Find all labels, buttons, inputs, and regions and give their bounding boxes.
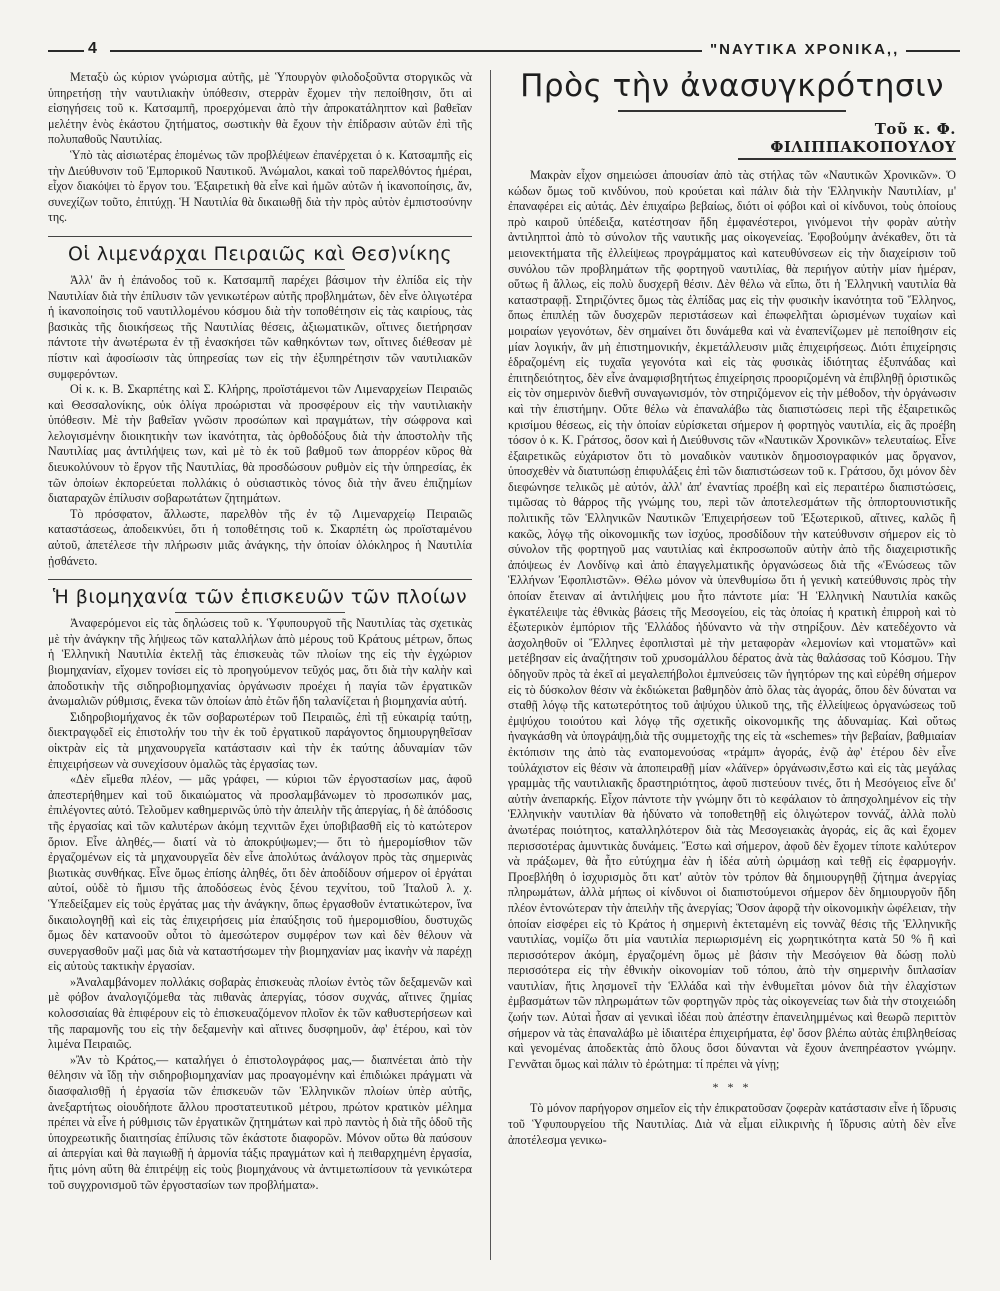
page-number: 4 bbox=[88, 40, 97, 57]
header-rule-left bbox=[48, 50, 84, 52]
section-1-paragraph: Οἱ κ. κ. Β. Σκαρπέτης καὶ Σ. Κλήρης, προϊστάμενοι τῶν Λιμεναρχείων Πειραιῶς καὶ Θεσσαλονίκης, οὐκ ὀλίγα προώρισται νὰ προσφέρουν εἰς τὴν ναυτιλιακὴν ὑπόθεσιν. Μὲ τὴν βαθεῖαν γνῶσιν προσώπων καὶ πραγμάτων, τὴν σώφρονα καὶ λελογισμένην διοικητικὴν των ἱκανότητα, τὰς ὀρθοδόξους διὰ τὴν ἀποστολὴν τῆς Ναυτιλίας μας ἀντιλήψεις των, καὶ μὲ τὸ ἐκ τοῦ βαθμοῦ των ἀπορρέον κῦρος θὰ διευκολύνουν τὸ ἔργον τῆς Ναυτιλίας, θὰ προσδώσουν ρυθμὸν εἰς τὴν ὑπηρεσίας, ἐκ τῶν ὁποίων ἐκπορεύεται πολλάκις ὁ οὐσιαστικὸς τόνος διὰ τὴν ἄνευ ἐπιζημίων διαταραχῶν ἐπίλυσιν σοβαρωτάτων ζητημάτων. bbox=[48, 382, 472, 506]
page-header bbox=[48, 40, 960, 62]
intro-paragraph: Ὑπὸ τὰς αἰσιωτέρας ἑπομένως τῶν προβλέψεων ἐπανέρχεται ὁ κ. Κατσαμπῆς εἰς τὴν Διεύθυνσιν τοῦ Ἐμπορικοῦ Ναυτικοῦ. Ἀνώμαλοι, κακαὶ τοῦ παρελθόντος ἡμέραι, εἶχον διακόψει τὸ ἔργον του. Ἐξαιρετικὴ θὰ εἶνε καὶ ἡμῶν αὐτῶν ἡ ἱκανοποίησις, ἄν, συνεχίζων τοῦτο, ἐπιτύχῃ. Ἡ Ναυτιλία θὰ δικαιωθῇ διὰ τὴν πρὸς αὐτὸν ἐμπιστοσύνην της. bbox=[48, 147, 472, 225]
intro-paragraph: Μεταξὺ ὡς κύριον γνώρισμα αὐτῆς, μὲ Ὑπουργὸν φιλοδοξοῦντα στοργικῶς νὰ ὑπηρετήσῃ τὴν ναυτιλιακὴν ὑπόθεσιν, στερρὰν ἔχομεν τὴν πεποίθησιν, ὅτι αἱ εἰσηγήσεις τοῦ κ. Κατσαμπῆ, προερχόμεναι ἀπὸ τὴν ἀπροκατάληπτον καὶ βαθεῖαν μελέτην ἑνὸς ἑκάστου ζητήματος, σωστικὴν θὰ ἔχουν τὴν ἐπίδρασιν αὐτῶν ἐπὶ τῆς πολυπαθοῦς Ναυτιλίας. bbox=[48, 70, 472, 147]
section-1-paragraph: Ἀλλ' ἂν ἡ ἐπάνοδος τοῦ κ. Κατσαμπῆ παρέχει βάσιμον τὴν ἐλπίδα εἰς τὴν Ναυτιλίαν διὰ τὴν ἐπίλυσιν τῶν γενικωτέρων αὐτῆς προβλημάτων, δὲν εἶνε ὀλιγωτέρα ἡ ἱκανοποίησις τοῦ ναυτιλλομένου κόσμου διὰ τὴν τοποθέτησιν εἰς τὰς καιρίους, τὰς βασικὰς τῆς διοικήσεως τῆς Ναυτιλίας θέσεις, ἀξιωματικῶν, οἵτινες διετήρησαν πάντοτε τὴν ἀνωτέρωτα ἐν τῇ ἐνασκήσει τῶν καθηκόντων των, οἵτινες διέθεσαν μὲ πίστιν καὶ ἀφοσίωσιν τὰς ὑπηρεσίας των εἰς τὴν ἐξυπηρέτησιν τῶν ναυτιλιακῶν συμφερόντων. bbox=[48, 272, 472, 381]
section-2-paragraph: Σιδηροβιομήχανος ἐκ τῶν σοβαρωτέρων τοῦ Πειραιῶς, ἐπὶ τῇ εὐκαιρίᾳ ταύτῃ, διεκτραγῳδεῖ εἰς ἐπιστολήν του τὴν ἐκ τοῦ ἐργατικοῦ παράγοντος δημιουργηθεῖσαν οἰκτρὰν εἰς τὰ μηχανουργεῖα κατάστασιν καὶ τὴν ἐκ ταύτης ἀδυναμίαν τῶν ἐπιχειρήσεων νὰ συνεχίσουν ὁμαλῶς τὰς ἐργασίας των. bbox=[48, 709, 472, 771]
header-rule-middle bbox=[110, 50, 702, 52]
section-1-paragraph: Τὸ πρόσφατον, ἄλλωστε, παρελθὸν τῆς ἐν τῷ Λιμεναρχείῳ Πειραιῶς καταστάσεως, ἀποδεικνύει, ὅτι ἡ τοποθέτησις τοῦ κ. Σκαρπέτη ὡς προϊσταμένου αὐτοῦ, ἀπετέλεσε τὴν πλήρωσιν μιᾶς ἀνάγκης, τὴν ὁποίαν ὁλόκληρος ἡ Ναυτιλία ᾐσθάνετο. bbox=[48, 506, 472, 568]
right-column bbox=[508, 68, 956, 1148]
article-title: Πρὸς τὴν ἀνασυγκρότησιν bbox=[520, 68, 944, 104]
section-2-paragraph: »Ἂν τὸ Κράτος,— καταλήγει ὁ ἐπιστολογράφος μας,— διαπνέεται ἀπὸ τὴν θέλησιν νὰ ἴδῃ τὴν σιδηροβιομηχανίαν μας προαγομένην καὶ ἐπιδιώκει πράγματι νὰ διασφαλισθῇ ἡ ἐργασία τῶν ἐπισκευῶν τῶν Ἑλληνικῶν πλοίων ὑπὲρ αὐτῆς, ἀνεξαρτήτως οἱουδήποτε ἄλλου προστατευτικοῦ μέτρου, πρώτον κρατικὸν μέλημα πρέπει νὰ εἶνε ἡ ρύθμισις τῶν ἐργατικῶν ζητημάτων καὶ πρὸ παντὸς ἡ διὰ τῆς ὁδοῦ τῆς ὑποχρεωτικῆς διαιτησίας ἐπίλυσις τῶν ἑκάστοτε διαφορῶν. Μόνον οὕτω θὰ παύσουν αἱ ἀπεργίαι καὶ θὰ παγιωθῇ ἡ ἀρμονία τάξις πραγμάτων καὶ ἡ πειθαρχημένη ἐργασία, ἥτις μόνη αὕτη θὰ ἐπιτρέψῃ εἰς τοὺς βιομηχάνους νὰ ἀντιμετωπίσουν τὰ γενικώτερα τοῦ συγχρονισμοῦ τῶν ἐργοστασίων των προβλήματα». bbox=[48, 1052, 472, 1192]
article-paragraph: Μακρὰν εἶχον σημειώσει ἀπουσίαν ἀπὸ τὰς στήλας τῶν «Ναυτικῶν Χρονικῶν». Ὁ κώδων ὅμως τοῦ κινδύνου, ποὺ κρούεται καὶ πάλιν διὰ τὴν Ἑλληνικὴν Ναυτιλίαν, μ' ἐπαναφέρει εἰς αὐτάς. Δὲν ἐπιχαίρω βεβαίως, διότι οἱ φόβοι καὶ οἱ κίνδυνοι, τοὺς ὁποίους πρὸ καιροῦ ὑπέδειξα, κατέστησαν ἤδη ἐμφανέστεροι, γινόμενοι τὴν φορὰν αὐτὴν ἀντιληπτοὶ ἀπὸ τὸ σύνολον τῆς ναυτικῆς μας οἰκογενείας. Ἐφοβούμην ἀνέκαθεν, ὅτι τὰ μειονεκτήματα τῆς ἐλλείψεως προγράμματος καὶ κατευθύνσεων εἰς τὴν διαχείρισιν τοῦ συνόλου τῶν προβλημάτων τῆς φορτηγοῦ ναυτιλίας, θὰ περιήγον αὐτὴν μίαν ἡμέραν, οὕτως ἢ ἄλλως, εἰς πολὺ δυσχερῆ θέσιν. Δὲν θέλω νὰ εἴπω, ὅτι ἡ Ἑλληνικὴ ναυτιλία θὰ καταστραφῇ. Στηριζόντες ὅμως τὰς ἐλπίδας μας εἰς τὴν φυσικὴν ἱκανότητα τοῦ Ἕλληνος, ὅπως ἐπιπλέῃ τῶν δυσχερῶν περιστάσεων καὶ ἐπωφελῆται ὡρισμένων τυχαίων καὶ μοιραίων γεγονότων, δὲν σημαίνει ὅτι δυνάμεθα καὶ νὰ ἐναπεvίζωμεν μὲ πεποίθησιν εἰς μίαν λογικήν, ἂν μὴ ἐπιστημονικήν, ἐκμετάλλευσιν μιᾶς ἐπιχειρήσεως. Διότι ἐπιχείρησις ἑδραζομένη εἰς τυχαῖα γεγονότα καὶ εἰς τὰς φυσικὰς ἰδιότητας ἐξυπνάδας καὶ ἐπιτηδειότητος, δὲν εἶνε ἀναμφισβητήτως ἐπιχείρησις προοριζομένη νὰ ἐπιβληθῇ ὁριστικῶς εἰς τὸν σημερινὸν διεθνῆ συναγωνισμόν, τὸν στηριζόμενον εἰς τὴν μέθοδον, τὴν ὀργάνωσιν καὶ τὴν ἐπιστήμην. Οὔτε θέλω νὰ ἐπαναλάβω τὰς διαπιστώσεις περὶ τῆς ἐξαιρετικῶς κρισίμου θέσεως, εἰς τὴν ὁποίαν εὑρίσκεται σήμερον ἡ φορτηγὸς ναυτιλία, εἰς ἃς προέβη τόσον ὁ κ. Κ. Γράτσος, ὅσον καὶ ἡ Διεύθυνσις τῶν «Ναυτικῶν Χρονικῶν» τελευταίως. Εἶνε ἐξαιρετικῶς εὐχάριστον ὅτι τὸ μοναδικὸν ναυτικὸν δημοσιογραφικόν μας ὄργανον, ὑποσχεθὲν νὰ διατυπώσῃ ἐπιφυλάξεις ἐπὶ τῶν διαπιστώσεων τοῦ κ. Γράτσου, ὄχι μόνον δὲν διεφώνησε τελικῶς μὲ αὐτόν, ἀλλ' ἀπ' ἐναντίας προέβη καὶ εἰς περαιτέρω διαπιστώσεις, τιμῶσας τὸ θάρρος τῆς γνώμης του, περὶ τῶν ἀποτελεσμάτων τῆς ὀππορτουνιστικῆς πολιτικῆς τῶν Ἑλληνικῶν Ναυτικῶν Ἐπιχειρήσεων τοῦ Ἐξωτερικοῦ, αἵτινες, καλῶς ἢ κακῶς, λόγῳ τῆς οἰκονομικῆς των ἰσχύος, προσδίδουν τὴν κατεύθυνσιν σήμερον εἰς τὸ σύνολον τῆς φορτηγοῦ μας ναυτιλίας καὶ ἐκπροσωποῦν αὐτὴν ἀπὸ τῆς διαχειριστικῆς ἀπόψεως ἐν Λονδίνῳ καὶ ἀπὸ ἐπαγγελματικῆς ὀργανώσεως διὰ τῆς «Ἑνώσεως τῶν Ἑλλήνων Ἐφοπλιστῶν». Θέλω μόνον νὰ ὑπενθυμίσω ὅτι ἡ γενικὴ κατεύθυνσις πρὸς τὴν ὁποίαν ἔτειναν αἱ ἀντιλήψεις μου ἦτο πάντοτε μία: Ἡ Ἑλληνικὴ Ναυτιλία κακῶς ἐγκατέλειψε τὰς ἐθνικὰς βάσεις τῆς Μεσογείου, εἰς τὰς ὁποίας ἡ κρατικὴ ἐπιρροὴ καὶ τὸ ἐξωτερικὸν ἐμπόριον τῆς Ἑλλάδος ἠδύναντο νὰ τὴν στηρίξουν. Δὲν κατεδέχοντο νὰ ἀσχοληθοῦν οἱ Ἕλληνες ἐφοπλισταὶ μὲ τὴν μεταφορὰν «λεμονίων καὶ ντοματῶν» καὶ μετέβησαν εἰς ἀναζήτησιν τοῦ χρυσομάλλου δέρατος ἀνὰ τὰς θαλάσσας τοῦ Κόσμου. Τὴν ὁδηγοῦν πρὸς τὰ ἐκεῖ αἱ μεγαλεπήβολοι ἐμπνεύσεις τῶν ἡγητόρων της καὶ εὑρέθη σήμερον εἰς τὸ δύσκολον θέσιν νὰ ἐκδιώκεται βαθμηδὸν ἀπὸ ὅλας τὰς ἀγοράς, ὅπου δὲν δύναται να σταθῇ λόγῳ τῆς κατωτερότητος τοῦ ἀψύχου ὑλικοῦ της, τῆς ἐλλείψεως ὀργανώσεως τοῦ ἐμψύχου τοιούτου καὶ λόγῳ τῆς σχετικῆς οἰκονομικῆς της ἀδυναμίας. Καὶ οὕτως ἠναγκάσθη νὰ ὑπογράψῃ,διὰ τῆς συμμετοχῆς της εἰς τὰ «schemes» τὴν βεβαίαν, βαθμιαίαν ἐκτόπισιν της ἀπὸ τὰς εναπομενούσας «τράμπ» ἀγοράς, ἐνῷ ἀφ' ἑτέρου δὲν εἶνε τοὐλάχιστον εἰς θέσιν νὰ ἀποπειραθῇ μίαν «λάϊνερ» ὀργάνωσιν,ἔστω καὶ εἰς τὰς μεγάλας γραμμὰς τῆς ναυτιλιακῆς δραστηριότητος, ἀφοῦ πιστεύουν τινές, ὅτι ἡ Μεσόγειος εἶνε δι' αὐτὴν ἀνεπαρκής. Εἶχον πάντοτε τὴν γνώμην ὅτι τὸ κεφάλαιον τὸ ἀπησχολημένον εἰς τὴν Ἑλληνικὴν ναυτιλίαν θὰ ἠδύνατο νὰ τοποθετηθῇ εἰς ὀλιγώτερον τοννάζ, ἀλλὰ πολὺ ἀνωτέρας ποιότητος, καταλληλότερον διὰ τὰς Μεσογειακὰς ἀγοράς, εἰς ἃς καὶ ἔχομεν περισσοτέρας ἀμυντικὰς δυνάμεις. Ἔστω καὶ σήμερον, ἀφοῦ δὲν ἔχομεν τίποτε καλύτερον νὰ πράξωμεν, θὰ ἦτο εὐτύχημα ἐὰν ἡ ἰδέα αὐτὴ ὡριμάσῃ καὶ τεθῇ εἰς ἐφαρμογήν. Προεβλήθη ὁ ἰσχυρισμὸς ὅτι κατ' αὐτὸν τὸν τρόπον θὰ δημιουργηθῇ ζήτημα ἀνεργίας πληρωμάτων, ἀλλὰ μήπως οἱ κίνδυνοι οἱ διαπιστούμενοι σήμερον δὲν δημιουργοῦν ἤδη πλέον ἐντονώτεραν τὴν ἀπειλὴν τῆς ἀνεργίας; Ὅσον ἀφορᾷ τὴν οἰκονομικὴν ὠφέλειαν, τὴν ὁποίαν εἰσφέρει εἰς τὸ Κράτος ἡ σημερινὴ ἐκτεταμένη εἰς τοννὰζ θέσις τῆς Ἑλληνικῆς ναυτιλίας, νομίζω ὅτι μία ναυτιλία περιωρισμένη εἰς χωρητικότητα κατὰ 50 % ἢ καὶ περισσότερον ἀκόμη, ἐργαζομένη ὅμως μὲ βάσιν τὴν Μεσόγειον θὰ δώσῃ πολὺ περισσότερα εἰς τὴν ἐθνικὴν οἰκονομίαν τοῦ τόπου, ἀπὸ τὴν σημερινὴν διπλασίαν ναυτιλίαν, ἥτις λησμονεῖ τὴν Ἑλλάδα καὶ τὴν ἐνθυμεῖται μόνον διὰ τὴν ἐλαχίστων ἐμβασμάτων τῶν πληρωμάτων τῶν φορτηγῶν πρὸς τὰς οἰκογενείας των διὰ τὴν στοιχειώδη ζωήν των. Αὐταὶ ἦσαν αἱ γενικαὶ ἰδέαι ποὺ ἀπέστην ἐπανειλημμένως καὶ θεωρῶ περιττὸν σήμερον νὰ τὰς ἐπαναλάβω μὲ ἰδιαιτέρα ἐπιχειρήματα, ἐφ' ὅσον βλέπω αὐτὰς ἐπιβληθείσας καὶ γενομένας ἀποδεκτὰς ἀπὸ ὅλους ὅσοι δύνανται νὰ ἔχουν ἀνεπηρέαστον γνώμην. Γεννᾶται ὅμως καὶ πάλιν τὸ ἐρώτημα: τί πρέπει νὰ γίνῃ; bbox=[508, 168, 956, 1071]
section-heading-ship-repair-industry: Ἡ βιομηχανία τῶν ἐπισκευῶν τῶν πλοίων bbox=[48, 579, 472, 608]
author-byline: Τοῦ κ. Φ. ΦΙΛΙΠΠΑΚΟΠΟΥΛΟΥ bbox=[738, 120, 956, 160]
section-heading-harbour-masters: Οἱ λιμενάρχαι Πειραιῶς καὶ Θεσ)νίκης bbox=[48, 236, 472, 265]
title-rule bbox=[618, 110, 846, 112]
left-column bbox=[48, 70, 472, 1193]
closing-paragraph: Τὸ μόνον παρήγορον σημεῖον εἰς τὴν ἐπικρατοῦσαν ζοφερὰν κατάστασιν εἶνε ἡ ἵδρυσις τοῦ Ὑφυπουργείου τῆς Ναυτιλίας. Διὰ νὰ εἶμαι εἰλικρινὴς ἡ ἵδρυσις αὐτὴ δὲν εἶνε ἀποτέλεσμα γενικω- bbox=[508, 1101, 956, 1147]
section-2-paragraph: «Δὲν εἴμεθα πλέον, — μᾶς γράφει, — κύριοι τῶν ἐργοστασίων μας, ἀφοῦ ἀπεστερήθημεν καὶ τοῦ δικαιώματος νὰ προσλαμβάνωμεν τὸ προσωπικόν μας, ἐπιλέγοντες αὐτό. Τελοῦμεν καθημερινῶς ὑπὸ τὴν ἀπειλὴν τῆς ἀπεργίας, ἡ δὲ ἀπόδοσις τῆς ἐργασίας καὶ τῶν καλυτέρων ἀκόμη τεχνιτῶν ἔχει ὑποβιβασθῆ εἰς τὸ κατώτερον ὅριον. Εἶνε ἀληθές,— διατί νὰ τὸ ἀποκρύψωμεν;— ὅτι τὸ ἡμερομίσθιον τῶν ἐργαζομένων εἰς τὰ μηχανουργεῖα δὲν εἶνε ἀπολύτως ἀνάλογον πρὸς τὰς σημερινὰς βιωτικὰς συνθήκας. Εἶνε ὅμως ἐπίσης ἀληθές, ὅτι δὲν ἀποδίδουν σήμερον οἱ ἐργάται αὐτοί, οὐδὲ τὸ ἥμισυ τῆς ἀποδόσεως ἑνὸς ξένου τεχνίτου, τοῦ Ἰταλοῦ λ. χ. Ὑπεδείξαμεν εἰς τοὺς ἐργάτας μας τὴν ἀνάγκην, ὅπως ἐργασθοῦν ἐντατικώτερον, ἵνα δικαιολογηθῇ καὶ εἰς τὰς ἐπιχειρήσεις μία ἐπαύξησις τοῦ ἡμερομισθίου, δυστυχῶς ὅμως δὲν κατανοοῦν οὗτοι τὸ ἀμεσώτερον συμφέρον των καὶ δὲν θέλουν νὰ συνεργασθοῦν μαζὶ μας διὰ νὰ καταστήσωμεν τὴν βιομηχανίαν μας ἱκανὴν νὰ παρέχῃ εἰς αὐτοὺς τακτικὴν ἐργασίαν. bbox=[48, 772, 472, 974]
journal-title: "ΝΑΥΤΙΚΑ ΧΡΟΝΙΚΑ,, bbox=[710, 41, 900, 58]
section-2-paragraph: »Ἀναλαμβάνομεν πολλάκις σοβαρὰς ἐπισκευὰς πλοίων ἐντὸς τῶν δεξαμενῶν καὶ μὲ φόβον ἀναλογιζόμεθα τὰς πιθανὰς ἀπεργίας, τόσον συχνάς, αἵτινες ζημίας κολοσσιαίας θὰ ἐπιφέρουν εἰς τὸ ἐπισκευαζόμενον πλοῖον ἐκ τῶν καθυστερήσεων καὶ τῆς παραμονῆς του εἰς τὴν δεξαμενὴν καὶ αἵτινες δυσφημοῦν, ἀφ' ἑτέρου, καὶ τὸν λιμένα Πειραιῶς. bbox=[48, 974, 472, 1052]
column-divider bbox=[490, 70, 491, 1260]
section-separator: * * * bbox=[712, 1080, 752, 1095]
section-2-paragraph: Ἀναφερόμενοι εἰς τὰς δηλώσεις τοῦ κ. Ὑφυπουργοῦ τῆς Ναυτιλίας τὰς σχετικὰς μὲ τὴν ἀνάγκην τῆς λήψεως τῶν καταλλήλων ἀπὸ μέρους τοῦ Κράτους μέτρων, ὅπως ἡ Ἑλληνικὴ Ναυτιλία ἐκτελῇ τὰς ἐπισκευὰς τῶν πλοίων της εἰς τὴν ἐγχώριον βιομηχανίαν, εἴχομεν τονίσει εἰς τὸ προηγούμενον τεῦχός μας, ὅτι διὰ τὴν καλὴν καὶ ἀποδοτικὴν τῆς σιδηροβιομηχανίας ὀργάνωσιν προέχει ἡ παγία τῶν ἐργατικῶν ἀνωμαλιῶν ρύθμισις, ἕνεκα τῶν ὁποίων ἀπὸ ἐτῶν ἤδη ταλανίζεται ἡ βιομηχανία αὐτή. bbox=[48, 616, 472, 709]
header-rule-right bbox=[906, 50, 960, 52]
